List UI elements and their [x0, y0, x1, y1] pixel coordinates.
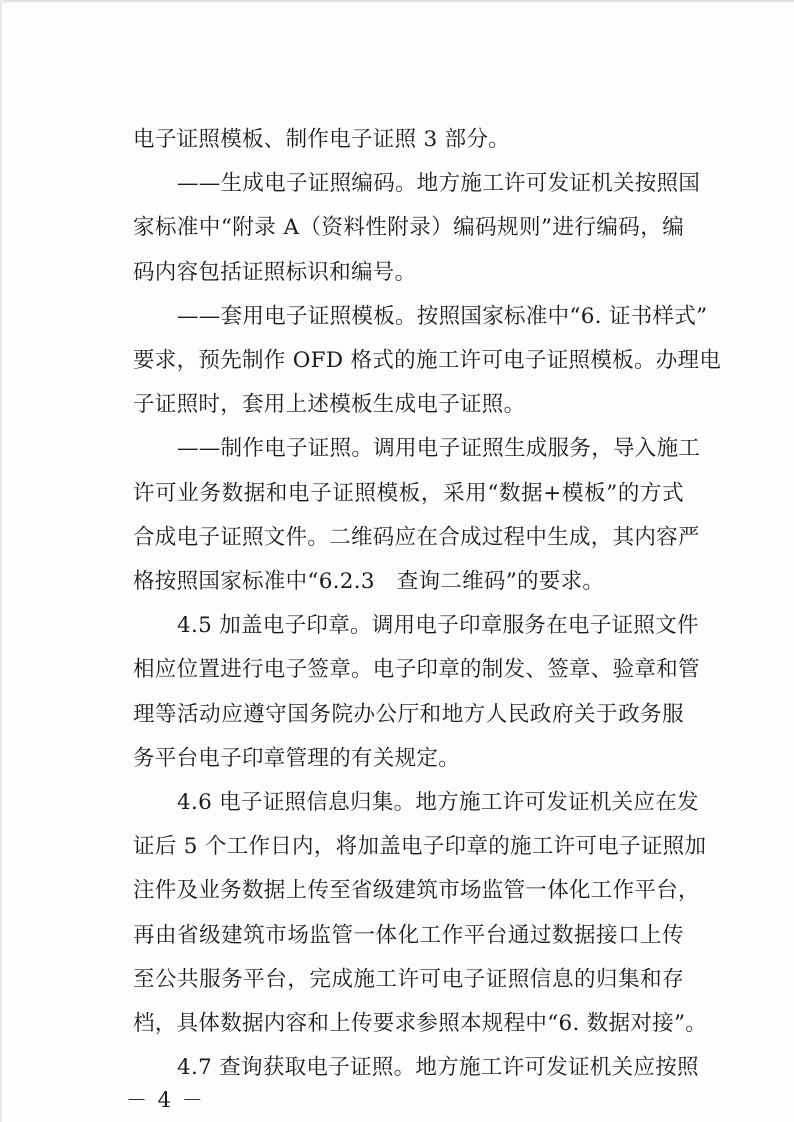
text-line: 家标准中“附录 A（资料性附录）编码规则”进行编码，编 [133, 215, 684, 241]
text-line: 要求，预先制作 OFD 格式的施工许可电子证照模板。办理电 [133, 348, 722, 373]
section-4-5-heading-line: 4.5 加盖电子印章。调用电子印章服务在电子证照文件 [177, 613, 699, 639]
text-line: 格按照国家标准中“6.2.3 查询二维码”的要求。 [133, 569, 605, 594]
text-line: 合成电子证照文件。二维码应在合成过程中生成，其内容严 [133, 524, 700, 550]
text-line: 务平台电子印章管理的有关规定。 [133, 745, 461, 771]
text-line: 许可业务数据和电子证照模板，采用“数据+模板”的方式 [133, 480, 684, 506]
text-line: ——制作电子证照。调用电子证照生成服务，导入施工 [177, 436, 701, 462]
text-line: 再由省级建筑市场监管一体化工作平台通过数据接口上传 [133, 922, 684, 948]
section-4-6-heading-line: 4.6 电子证照信息归集。地方施工许可发证机关应在发 [177, 790, 699, 815]
text-line: 子证照时，套用上述模板生成电子证照。 [133, 392, 526, 418]
scan-edge-left [0, 0, 3, 1122]
section-4-7-heading-line: 4.7 查询获取电子证照。地方施工许可发证机关应按照 [177, 1055, 699, 1081]
scan-edge-top [0, 0, 794, 4]
text-line: 注件及业务数据上传至省级建筑市场监管一体化工作平台， [133, 878, 700, 904]
text-line: 相应位置进行电子签章。电子印章的制发、签章、验章和管 [133, 657, 700, 683]
page-number: － 4 － [126, 1088, 205, 1112]
text-line: 至公共服务平台，完成施工许可电子证照信息的归集和存 [133, 966, 684, 992]
text-line: ——生成电子证照编码。地方施工许可发证机关按照国 [177, 171, 701, 197]
text-line: 电子证照模板、制作电子证照 3 部分。 [133, 127, 511, 152]
text-line: 理等活动应遵守国务院办公厅和地方人民政府关于政务服 [133, 701, 684, 727]
text-line: ——套用电子证照模板。按照国家标准中“6. 证书样式” [177, 303, 708, 329]
text-line: 码内容包括证照标识和编号。 [133, 259, 417, 285]
text-line: 档，具体数据内容和上传要求参照本规程中“6. 数据对接”。 [133, 1011, 708, 1036]
text-line: 证后 5 个工作日内，将加盖电子印章的施工许可电子证照加 [133, 834, 707, 860]
